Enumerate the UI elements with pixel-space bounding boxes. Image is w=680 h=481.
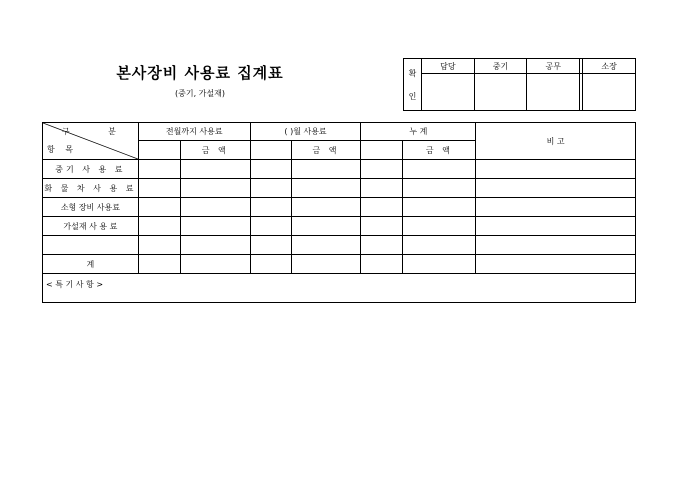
cell[interactable]: [361, 160, 403, 179]
sub-blank: [250, 141, 291, 160]
cell[interactable]: [361, 179, 403, 198]
usage-fee-table: [42, 122, 636, 303]
total-row: [43, 255, 636, 274]
approval-label: [404, 59, 422, 111]
corner-header: [43, 123, 139, 160]
remarks-header: 비 고: [476, 123, 636, 160]
col-group-month: ( )월 사용료: [250, 123, 361, 141]
table-row: [43, 217, 636, 236]
approval-col-damdang: 담당: [422, 59, 475, 74]
page-title: 본사장비 사용료 집계표: [116, 64, 284, 82]
cell[interactable]: [180, 255, 250, 274]
cell[interactable]: [138, 179, 180, 198]
cell[interactable]: [138, 236, 180, 255]
total-label: 계: [43, 255, 139, 274]
col-group-prev: 전월까지 사용료: [138, 123, 250, 141]
cell[interactable]: [291, 236, 361, 255]
cell[interactable]: [180, 236, 250, 255]
cell[interactable]: [361, 198, 403, 217]
approval-label-bottom: 인: [408, 91, 417, 101]
corner-bottom-label: 항 목: [47, 145, 77, 154]
cell[interactable]: [291, 198, 361, 217]
cell[interactable]: [291, 217, 361, 236]
amount-header: 금 액: [403, 141, 476, 160]
special-notes-label: < 특 기 사 항 >: [46, 280, 104, 289]
approval-col-junggi: 중기: [474, 59, 527, 74]
cell[interactable]: [361, 255, 403, 274]
sign-box[interactable]: [583, 74, 636, 111]
page-subtitle: (중기, 가설재): [175, 89, 225, 98]
table-row: [43, 179, 636, 198]
approval-col-sojang: 소장: [583, 59, 636, 74]
table-row: [43, 236, 636, 255]
table-row: [43, 198, 636, 217]
col-group-cumulative: 누 계: [361, 123, 476, 141]
cell[interactable]: [180, 217, 250, 236]
cell[interactable]: [403, 217, 476, 236]
cell[interactable]: [138, 198, 180, 217]
cell[interactable]: [250, 255, 291, 274]
cell[interactable]: [250, 179, 291, 198]
cell[interactable]: [476, 255, 636, 274]
cell[interactable]: [403, 255, 476, 274]
cell[interactable]: [476, 217, 636, 236]
row-label: 가설재 사 용 료: [43, 217, 139, 236]
cell[interactable]: [291, 255, 361, 274]
approval-box: [403, 58, 636, 111]
cell[interactable]: [476, 198, 636, 217]
approval-label-top: 확: [408, 68, 417, 78]
sign-box[interactable]: [422, 74, 475, 111]
row-label: [43, 236, 139, 255]
cell[interactable]: [403, 198, 476, 217]
cell[interactable]: [250, 198, 291, 217]
row-label: 화 물 차 사 용 료: [43, 179, 139, 198]
cell[interactable]: [476, 160, 636, 179]
sub-blank: [361, 141, 403, 160]
cell[interactable]: [291, 160, 361, 179]
corner-top-label: 구 분: [61, 127, 134, 136]
cell[interactable]: [476, 236, 636, 255]
cell[interactable]: [361, 236, 403, 255]
sub-blank: [138, 141, 180, 160]
approval-col-gongmu: 공무: [527, 59, 580, 74]
cell[interactable]: [250, 236, 291, 255]
cell[interactable]: [403, 179, 476, 198]
row-label: 중기 사 용 료: [43, 160, 139, 179]
cell[interactable]: [180, 198, 250, 217]
cell[interactable]: [291, 179, 361, 198]
cell[interactable]: [138, 255, 180, 274]
special-notes[interactable]: [43, 274, 636, 303]
cell[interactable]: [138, 160, 180, 179]
cell[interactable]: [250, 217, 291, 236]
cell[interactable]: [403, 160, 476, 179]
sign-box[interactable]: [474, 74, 527, 111]
cell[interactable]: [403, 236, 476, 255]
cell[interactable]: [138, 217, 180, 236]
table-row: [43, 160, 636, 179]
cell[interactable]: [476, 179, 636, 198]
amount-header: 금 액: [180, 141, 250, 160]
row-label: 소형 장비 사용료: [43, 198, 139, 217]
amount-header: 금 액: [291, 141, 361, 160]
sign-box[interactable]: [527, 74, 580, 111]
cell[interactable]: [250, 160, 291, 179]
cell[interactable]: [180, 179, 250, 198]
cell[interactable]: [361, 217, 403, 236]
cell[interactable]: [180, 160, 250, 179]
